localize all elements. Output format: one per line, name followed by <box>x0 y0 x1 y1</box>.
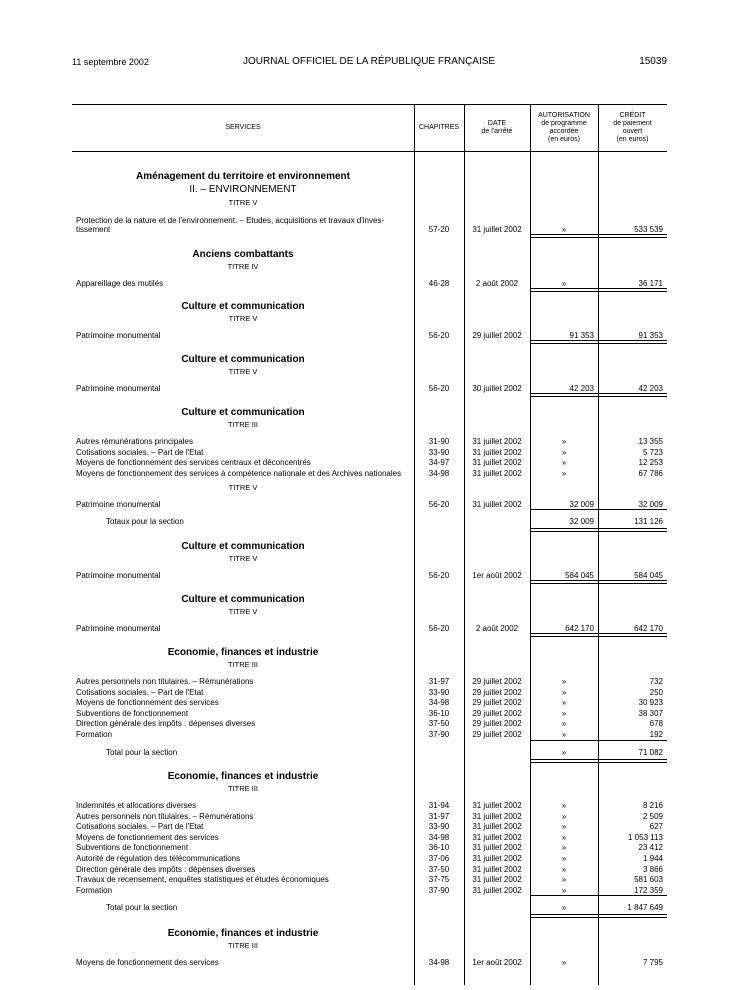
row-label <box>76 719 410 728</box>
autorisation-cell: » <box>561 708 567 718</box>
row-label-text: Patrimoine monumental <box>76 571 161 580</box>
row-label-text: Protection de la nature et de l'environnement. – Etudes, acquisitions et travaux d'inves- <box>76 216 385 225</box>
header-credit-line: de paiement <box>613 120 652 127</box>
row-label-text: Subventions de fonctionnement <box>76 843 189 853</box>
credit-cell: 30 923 <box>638 698 663 708</box>
credit-cell: 1 944 <box>642 854 663 863</box>
credit-cell: 8 216 <box>642 801 663 810</box>
date-cell: 31 juillet 2002 <box>472 822 522 832</box>
credit-cell: 584 045 <box>634 571 663 580</box>
titre-label: TITRE V <box>228 198 258 207</box>
chapitre-cell: 37-50 <box>428 864 450 874</box>
header-date <box>464 105 530 152</box>
row-label-text: Autres personnels non titulaires. – Rémunérations <box>76 677 254 686</box>
row-label <box>76 812 410 821</box>
row-label-text: Patrimoine monumental <box>76 624 161 633</box>
credit-cell: 172 359 <box>634 885 663 895</box>
date-cell: 31 juillet 2002 <box>472 864 522 874</box>
section-rule <box>530 759 667 763</box>
credit-cell: 23 412 <box>638 843 663 853</box>
total-autorisation: 32 009 <box>569 517 594 527</box>
row-label-text: Totaux pour la section <box>106 517 184 527</box>
chapitre-cell: 37-06 <box>428 854 450 863</box>
chapitre-cell: 31-94 <box>428 801 450 810</box>
section-title: Culture et communication <box>181 354 305 365</box>
row-label-text: Direction générale des impôts : dépenses diverses <box>76 719 256 729</box>
chapitre-cell: 34-98 <box>428 698 450 708</box>
section-rule <box>530 580 667 584</box>
section-rule <box>530 234 667 238</box>
autorisation-cell: » <box>561 468 567 478</box>
date-cell: 29 juillet 2002 <box>472 708 522 718</box>
credit-cell: 678 <box>649 719 663 729</box>
row-label <box>76 624 410 633</box>
chapitre-cell: 36-10 <box>428 843 450 853</box>
titre-label: TITRE IV <box>227 262 259 271</box>
header-autorisation-line: de programme <box>541 120 587 127</box>
date-cell: 31 juillet 2002 <box>472 801 522 810</box>
page-number: 15039 <box>639 56 667 67</box>
autorisation-cell: » <box>561 279 567 288</box>
autorisation-cell: » <box>561 811 567 821</box>
titre-label: TITRE V <box>228 554 258 563</box>
row-label-text: Autorité de régulation des télécommunications <box>76 854 241 863</box>
col-divider <box>464 105 465 985</box>
credit-cell: 91 353 <box>638 331 663 340</box>
section-title: Aménagement du territoire et environnement <box>136 171 350 182</box>
chapitre-cell: 56-20 <box>428 500 450 510</box>
section-title: Anciens combattants <box>192 249 294 260</box>
autorisation-cell: » <box>561 677 567 686</box>
titre-label: TITRE V <box>228 607 258 616</box>
row-label <box>106 903 410 912</box>
section-rule <box>530 633 667 637</box>
header-credit <box>598 105 667 152</box>
date-cell: 31 juillet 2002 <box>472 843 522 853</box>
chapitre-cell: 37-50 <box>428 719 450 729</box>
date-cell: 31 juillet 2002 <box>472 500 522 510</box>
date-cell: 29 juillet 2002 <box>472 677 522 686</box>
autorisation-cell: » <box>561 843 567 853</box>
header-autorisation-line: accordée <box>549 128 579 135</box>
autorisation-cell: » <box>561 864 567 874</box>
date-cell: 2 août 2002 <box>475 279 519 288</box>
credits-table <box>72 104 667 985</box>
date-cell: 2 août 2002 <box>475 624 519 633</box>
row-label-text: Moyens de fonctionnement des services à compétence nationale et des Archives nationales <box>76 468 402 478</box>
row-label <box>76 571 410 580</box>
header-chapitres <box>414 105 464 152</box>
chapitre-cell: 56-20 <box>428 384 450 393</box>
credit-cell: 7 795 <box>642 958 663 967</box>
credit-cell: 36 171 <box>638 279 663 288</box>
chapitre-cell: 56-20 <box>428 331 450 340</box>
row-label <box>76 698 410 707</box>
row-label-text: Patrimoine monumental <box>76 500 161 510</box>
autorisation-cell: » <box>561 885 567 895</box>
row-label <box>76 469 410 478</box>
subtotal-rule <box>530 740 667 741</box>
titre-label: TITRE V <box>228 367 258 376</box>
chapitre-cell: 33-90 <box>428 687 450 697</box>
header-credit-line: (en euros) <box>616 136 649 143</box>
row-label-text: Autres rémunérations principales <box>76 437 193 446</box>
credit-cell: 642 170 <box>634 624 663 633</box>
section-rule <box>530 340 667 344</box>
row-label <box>76 458 410 467</box>
row-label <box>76 833 410 842</box>
row-label <box>76 843 410 852</box>
autorisation-cell: » <box>561 801 567 810</box>
titre-label: TITRE V <box>228 314 258 323</box>
date-cell: 29 juillet 2002 <box>472 719 522 729</box>
chapitre-cell: 34-98 <box>428 832 450 842</box>
date-cell: 29 juillet 2002 <box>472 698 522 708</box>
row-label-text: Cotisations sociales. – Part de l'Etat <box>76 822 204 832</box>
autorisation-cell: » <box>561 832 567 842</box>
row-label <box>76 854 410 863</box>
row-label <box>76 279 410 288</box>
row-label-text: Total pour la section <box>106 747 178 757</box>
credit-cell: 38 307 <box>638 708 663 718</box>
row-label-text: Moyens de fonctionnement des services <box>76 698 219 708</box>
section-rule <box>530 393 667 397</box>
row-label-text: Indemnités et allocations diverses <box>76 801 197 810</box>
credit-cell: 67 786 <box>638 468 663 478</box>
date-cell: 31 juillet 2002 <box>472 854 522 863</box>
header-credit-line: CRÉDIT <box>619 112 646 119</box>
row-label-text: Total pour la section <box>106 903 178 913</box>
credit-cell: 5 723 <box>642 447 663 457</box>
journal-title: JOURNAL OFFICIEL DE LA RÉPUBLIQUE FRANÇAISE <box>243 56 496 67</box>
total-autorisation: » <box>561 747 567 757</box>
section-rule <box>530 288 667 292</box>
credit-cell: 42 203 <box>638 384 663 393</box>
date-cell: 1er août 2002 <box>472 958 522 967</box>
chapitre-cell: 31-90 <box>428 437 450 446</box>
titre-label: TITRE III <box>228 784 258 793</box>
chapitre-cell: 56-20 <box>428 571 450 580</box>
chapitre-cell: 34-98 <box>428 468 450 478</box>
section-title: Economie, finances et industrie <box>167 928 319 939</box>
row-label <box>76 958 410 967</box>
row-label-text: Autres personnels non titulaires. – Rémunérations <box>76 811 254 821</box>
autorisation-cell: » <box>561 447 567 457</box>
header-autorisation-line: (en euros) <box>548 136 580 143</box>
date-cell: 31 juillet 2002 <box>472 832 522 842</box>
chapitre-cell: 56-20 <box>428 624 450 633</box>
credit-cell: 3 866 <box>642 864 663 874</box>
row-label-text: Patrimoine monumental <box>76 384 161 393</box>
titre-label: TITRE III <box>228 941 258 950</box>
row-label <box>76 216 410 225</box>
row-label-text: Cotisations sociales. – Part de l'Etat <box>76 447 204 457</box>
row-label <box>76 822 410 831</box>
row-label <box>76 437 410 446</box>
titre-label: TITRE III <box>228 420 258 429</box>
date-cell: 29 juillet 2002 <box>472 331 522 340</box>
date-cell: 31 juillet 2002 <box>472 811 522 821</box>
header-services-label: SERVICES <box>225 124 261 131</box>
credit-cell: 192 <box>649 730 663 739</box>
row-label <box>76 225 410 234</box>
chapitre-cell: 37-90 <box>428 730 450 739</box>
chapitre-cell: 36-10 <box>428 708 450 718</box>
row-label <box>76 688 410 697</box>
date-cell: 30 juillet 2002 <box>472 384 522 393</box>
section-title: Culture et communication <box>181 301 305 312</box>
credit-cell: 533 539 <box>634 225 663 234</box>
chapitre-cell: 33-90 <box>428 822 450 832</box>
row-label <box>76 730 410 739</box>
autorisation-cell: » <box>561 437 567 446</box>
date-cell: 31 juillet 2002 <box>472 458 522 468</box>
date-cell: 31 juillet 2002 <box>472 225 522 234</box>
section-rule <box>530 528 667 532</box>
row-label <box>106 517 410 526</box>
chapitre-cell: 37-75 <box>428 875 450 885</box>
chapitre-cell: 33-90 <box>428 447 450 457</box>
credit-cell: 2 509 <box>642 811 663 821</box>
header-autorisation <box>530 105 598 152</box>
chapitre-cell: 57-20 <box>428 225 450 234</box>
row-label <box>76 384 410 393</box>
autorisation-cell: 642 170 <box>565 624 594 633</box>
row-label-text: Patrimoine monumental <box>76 331 161 340</box>
subtotal-rule <box>530 895 667 896</box>
row-label <box>76 709 410 718</box>
header-date-line: de l'arrêté <box>481 128 513 135</box>
row-label <box>76 677 410 686</box>
autorisation-cell: 91 353 <box>569 331 594 340</box>
header-autorisation-line: AUTORISATION <box>538 112 590 119</box>
autorisation-cell: » <box>561 458 567 468</box>
row-label-text: Moyens de fonctionnement des services <box>76 958 219 967</box>
row-label <box>76 500 410 509</box>
chapitre-cell: 31-97 <box>428 677 450 686</box>
total-autorisation: » <box>561 903 567 913</box>
autorisation-cell: » <box>561 719 567 729</box>
header-chapitres-label: CHAPITRES <box>418 124 460 131</box>
autorisation-cell: » <box>561 822 567 832</box>
section-rule <box>530 914 667 918</box>
date-cell: 29 juillet 2002 <box>472 687 522 697</box>
section-subtitle: II. – ENVIRONNEMENT <box>189 184 297 195</box>
date-cell: 29 juillet 2002 <box>472 730 522 739</box>
chapitre-cell: 31-97 <box>428 811 450 821</box>
section-title: Culture et communication <box>181 407 305 418</box>
chapitre-cell: 46-28 <box>428 279 450 288</box>
autorisation-cell: » <box>561 958 567 967</box>
total-credit: 131 126 <box>634 517 663 527</box>
credit-cell: 32 009 <box>638 500 663 510</box>
row-label-text: Cotisations sociales. – Part de l'Etat <box>76 687 204 697</box>
titre-label: TITRE III <box>228 660 258 669</box>
row-label-text: tissement <box>76 225 111 234</box>
autorisation-cell: » <box>561 875 567 885</box>
chapitre-cell: 37-90 <box>428 885 450 895</box>
chapitre-cell: 34-97 <box>428 458 450 468</box>
date-cell: 1er août 2002 <box>472 571 522 580</box>
date-cell: 31 juillet 2002 <box>472 447 522 457</box>
row-label <box>76 865 410 874</box>
row-label <box>76 801 410 810</box>
row-label <box>76 886 410 895</box>
autorisation-cell: 32 009 <box>569 500 594 510</box>
header-services <box>72 105 414 152</box>
row-label-text: Appareillage des mutilés <box>76 279 164 288</box>
row-label-text: Formation <box>76 885 113 895</box>
row-label-text: Travaux de recensement, enquêtes statistiques et études économiques <box>76 875 329 885</box>
autorisation-cell: » <box>561 854 567 863</box>
credit-cell: 1 053 113 <box>628 832 663 842</box>
autorisation-cell: » <box>561 698 567 708</box>
section-title: Economie, finances et industrie <box>167 647 319 658</box>
credit-cell: 250 <box>649 687 663 697</box>
col-divider <box>414 105 415 985</box>
autorisation-cell: » <box>561 687 567 697</box>
section-title: Culture et communication <box>181 594 305 605</box>
row-label-text: Subventions de fonctionnement <box>76 708 189 718</box>
credit-cell: 12 253 <box>638 458 663 468</box>
row-label-text: Formation <box>76 730 113 739</box>
section-title: Culture et communication <box>181 541 305 552</box>
titre-label: TITRE V <box>228 483 258 493</box>
autorisation-cell: » <box>561 730 567 739</box>
row-label-text: Moyens de fonctionnement des services <box>76 832 219 842</box>
date-cell: 31 juillet 2002 <box>472 875 522 885</box>
row-label <box>76 448 410 457</box>
credit-cell: 13 355 <box>638 437 663 446</box>
total-credit: 71 082 <box>638 747 663 757</box>
credit-cell: 627 <box>649 822 663 832</box>
autorisation-cell: 584 045 <box>565 571 594 580</box>
date-cell: 31 juillet 2002 <box>472 468 522 478</box>
credit-cell: 581 603 <box>634 875 663 885</box>
row-label <box>106 748 410 757</box>
row-label-text: Direction générale des impôts : dépenses diverses <box>76 864 256 874</box>
subtotal-rule <box>530 509 667 510</box>
header-date-line: DATE <box>487 120 507 127</box>
row-label <box>76 875 410 884</box>
header-credit-line: ouvert <box>622 128 643 135</box>
autorisation-cell: » <box>561 225 567 234</box>
chapitre-cell: 34-98 <box>428 958 450 967</box>
row-label-text: Moyens de fonctionnement des services centraux et déconcentrés <box>76 458 311 468</box>
autorisation-cell: 42 203 <box>569 384 594 393</box>
date-cell: 31 juillet 2002 <box>472 885 522 895</box>
row-label <box>76 331 410 340</box>
total-credit: 1 847 649 <box>627 903 663 913</box>
credit-cell: 732 <box>649 677 663 686</box>
page-date: 11 septembre 2002 <box>72 57 149 67</box>
section-title: Economie, finances et industrie <box>167 771 319 782</box>
date-cell: 31 juillet 2002 <box>472 437 522 446</box>
